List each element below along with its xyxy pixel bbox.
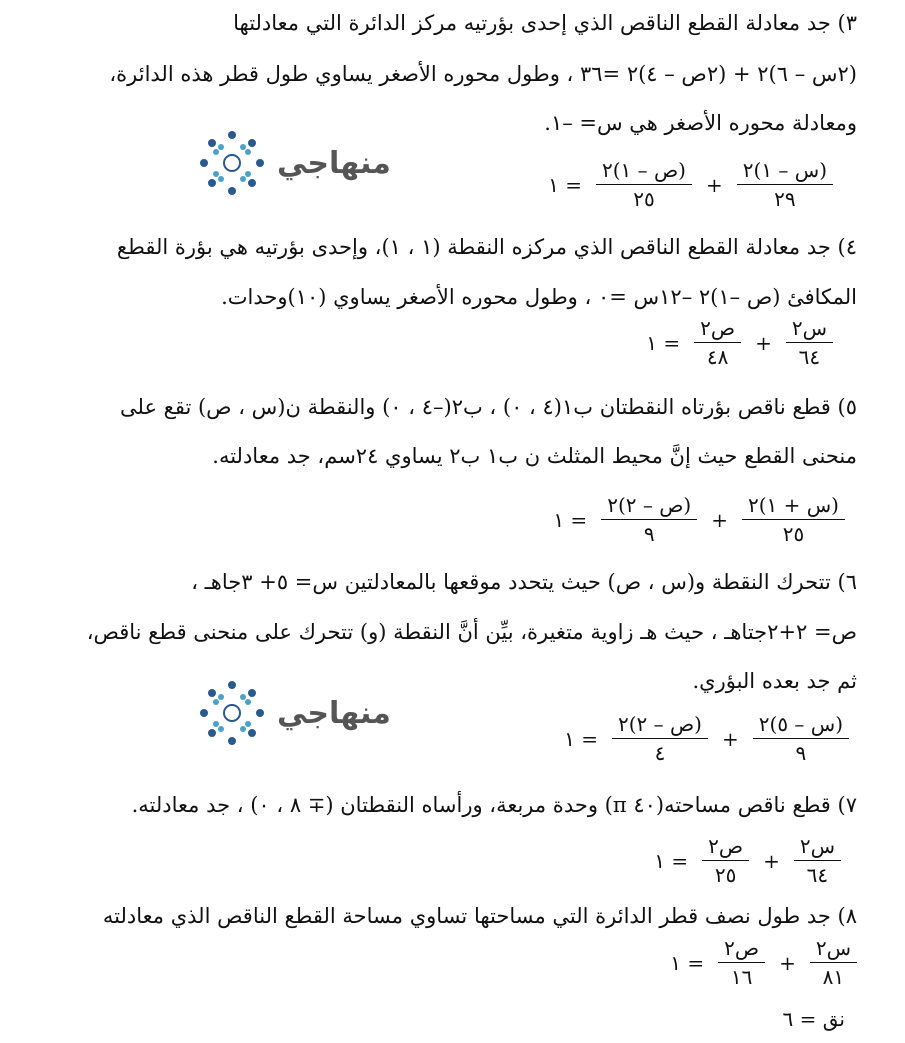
denominator: ٢٥ <box>633 187 655 211</box>
equals-one: = ١ <box>646 330 681 355</box>
numerator: (س + ١)٢ <box>742 493 845 520</box>
problem-3-line-3: ومعادلة محوره الأصغر هي س= –١. <box>544 111 857 135</box>
numerator: س٢ <box>810 936 857 963</box>
problem-8-line-1: ٨) جد طول نصف قطر الدائرة التي مساحتها تساوي مساحة القطع الناقص الذي معادلته <box>102 904 857 928</box>
brand-logo-icon <box>195 676 269 750</box>
denominator: ٢٩ <box>774 187 796 211</box>
problem-6-line-1: ٦) تتحرك النقطة و(س ، ص) حيث يتحدد موقعها بالمعادلتين س= ٥+ ٣جاهـ ، <box>191 570 857 594</box>
problem-4-answer <box>646 316 833 369</box>
denominator: ٨١ <box>822 965 845 989</box>
problem-5-line-2: منحنى القطع حيث إنَّ محيط المثلث ن ب١ ب٢ يساوي ٢٤سم، جد معادلته. <box>212 444 857 468</box>
numerator: (س – ٥)٢ <box>753 712 849 739</box>
problem-6-line-2: ص= ٢+٢جتاهـ ، حيث هـ زاوية متغيرة، بيِّن أنَّ النقطة (و) تتحرك على منحنى قطع ناقص، <box>86 620 857 644</box>
problem-3-answer <box>548 158 833 211</box>
problem-8-result: نق = ٦ <box>782 1007 845 1031</box>
equals-one: = ١ <box>553 507 588 532</box>
brand-logo-icon <box>195 126 269 200</box>
fraction <box>718 936 765 989</box>
numerator: ص٢ <box>702 834 749 861</box>
problem-5-answer <box>553 493 845 546</box>
denominator: ٢٥ <box>714 863 737 887</box>
problem-4-line-2: المكافئ (ص –١)٢ –١٢س =٠ ، وطول محوره الأصغر يساوي (١٠)وحدات. <box>221 285 857 309</box>
plus-sign: + <box>779 950 796 975</box>
fraction <box>810 936 857 989</box>
denominator: ٩ <box>643 522 655 546</box>
problem-7-answer <box>654 834 841 887</box>
denominator: ٩ <box>795 741 807 765</box>
problem-6-line-3: ثم جد بعده البؤري. <box>692 669 857 693</box>
fraction <box>702 834 749 887</box>
problem-4-line-1: ٤) جد معادلة القطع الناقص الذي مركزه النقطة (١ ، ١)، وإحدى بؤرتيه هي بؤرة القطع <box>116 235 857 259</box>
plus-sign: + <box>755 330 772 355</box>
problem-3-line-1: ٣) جد معادلة القطع الناقص الذي إحدى بؤرتيه مركز الدائرة التي معادلتها <box>233 11 857 35</box>
problem-8-answer <box>670 936 857 989</box>
numerator: (ص – ٢)٢ <box>601 493 697 520</box>
brand-logo-text: منهاجي <box>277 145 391 181</box>
numerator: س٢ <box>786 316 833 343</box>
plus-sign: + <box>705 172 723 197</box>
problem-3-line-2: (٢س – ٦)٢ + (٢ص – ٤)٢ =٣٦ ، وطول محوره الأصغر يساوي طول قطر هذه الدائرة، <box>109 62 857 86</box>
numerator: (ص – ١)٢ <box>596 158 692 185</box>
fraction <box>612 712 708 765</box>
brand-logo <box>195 676 391 750</box>
numerator: (ص – ٢)٢ <box>612 712 708 739</box>
equals-one: = ١ <box>564 726 598 751</box>
equals-one: = ١ <box>548 172 582 197</box>
fraction <box>786 316 833 369</box>
plus-sign: + <box>711 507 728 532</box>
fraction <box>794 834 841 887</box>
equals-one: = ١ <box>654 848 689 873</box>
problem-7-line-1: ٧) قطع ناقص مساحته(٤٠ π) وحدة مربعة، ورأساه النقطتان (∓ ٨ ، ٠) ، جد معادلته. <box>131 793 857 817</box>
numerator: ص٢ <box>718 936 765 963</box>
numerator: ص٢ <box>694 316 741 343</box>
numerator: (س – ١)٢ <box>737 158 833 185</box>
denominator: ٦٤ <box>806 863 829 887</box>
denominator: ٤ <box>654 741 666 765</box>
fraction <box>596 158 692 211</box>
numerator: س٢ <box>794 834 841 861</box>
brand-logo <box>195 126 391 200</box>
denominator: ١٦ <box>730 965 753 989</box>
fraction <box>694 316 741 369</box>
fraction <box>737 158 833 211</box>
fraction <box>742 493 845 546</box>
plus-sign: + <box>763 848 780 873</box>
problem-5-line-1: ٥) قطع ناقص بؤرتاه النقطتان ب١(٤ ، ٠) ، ب٢(–٤ ، ٠) والنقطة ن(س ، ص) تقع على <box>119 395 857 419</box>
fraction <box>753 712 849 765</box>
denominator: ٤٨ <box>706 345 729 369</box>
equals-one: = ١ <box>670 950 705 975</box>
denominator: ٦٤ <box>798 345 821 369</box>
problem-6-answer <box>564 712 849 765</box>
plus-sign: + <box>721 726 739 751</box>
brand-logo-text: منهاجي <box>277 695 391 731</box>
denominator: ٢٥ <box>782 522 805 546</box>
fraction <box>601 493 697 546</box>
